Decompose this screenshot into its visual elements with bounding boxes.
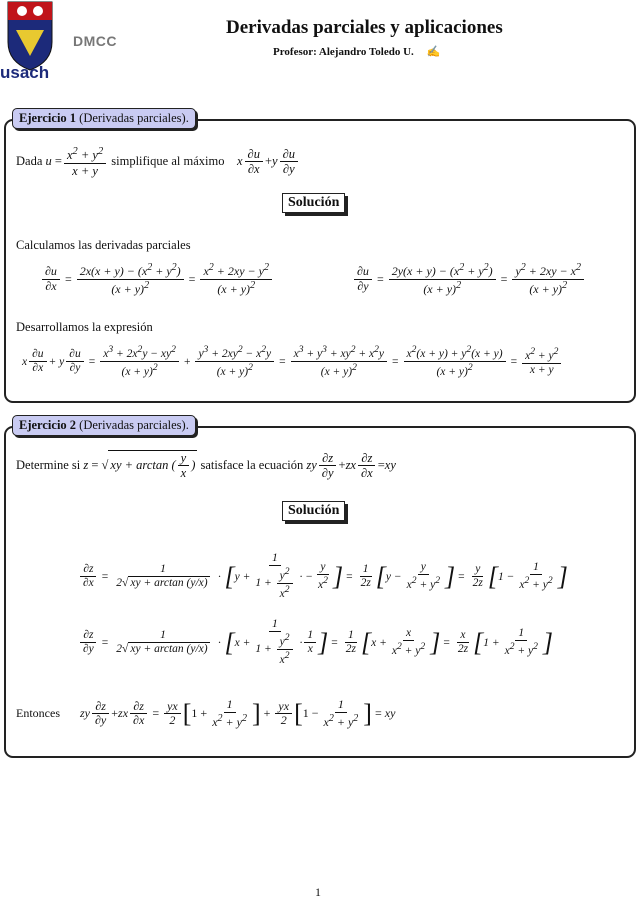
department-label: DMCC (73, 33, 117, 49)
expression-simplification: x $\frac{\partial u}{\partial x}$ + y $\frac{\partial u}{\partial y}$ = $\frac{x^3 + 2x^2y - xy^2}{(x + y)^2}$ + $\frac{y^3 + 2xy^2 - x^2y}{(x + y)^2}$ = $\frac{x^3 + y^3 + xy^2 + x^2y}{(x + y)^2}$ = $\frac{x^2(x + y) + y^2(x + y)}{(x + y)^2}$ = $\frac{x^2 + y^2}{x + y}$ (22, 344, 563, 379)
exercise-2-statement: Determine si z = √ xy + arctan ( $\frac{y}{x}$ ) satisface la ecuación zy $\frac{\partial z}{\partial y}$ + zx $\frac{\partial z}{\partial x}$ = xy (16, 450, 396, 481)
writing-hand-icon: ✍ (426, 46, 441, 58)
dz-dx-equation: $\frac{\partial z}{\partial x}$ = $\frac{1}{2√ xy + \arctan (y/x)}$ · [ y + 1 1 + $\frac{y^2}{x^2}$ · − $\frac{y}{x^2}$ ] = $\frac{1}{2z}$ [ y − $\frac{y}{x^2 + y^2}$ ] = $\frac{y}{2z}$ [ 1 − $\frac{1}{x^2 + y^2}$ ] (78, 552, 568, 601)
conclusion-equation: Entonces zy $\frac{\partial z}{\partial y}$ + zx $\frac{\partial z}{\partial x}$ = $\frac{yx}{2}$ [ 1 + $\frac{1}{x^2 + y^2}$ ] + $\frac{yx}{2}$ [ 1 − $\frac{1}{x^2 + y^2}$ ] = xy (16, 697, 396, 729)
exercise-1-statement: Dada u = $\frac{x^2 + y^2}{x + y}$ simplifique al máximo x $\frac{\partial u}{\partial x}$ + y $\frac{\partial u}{\partial y}$ (16, 146, 300, 178)
step-partial-derivatives: Calculamos las derivadas parciales (16, 238, 191, 252)
exercise-1-tag: Ejercicio 1 (Derivadas parciales). (12, 108, 196, 129)
du-dx-equation: $\frac{\partial u}{\partial x}$ = $\frac{2x(x + y) - (x^2 + y^2)}{(x + y)^2}$ = $\frac{x^2 + 2xy - y^2}{(x + y)^2}$ (40, 262, 274, 297)
du-dy-equation: $\frac{\partial u}{\partial y}$ = $\frac{2y(x + y) - (x^2 + y^2)}{(x + y)^2}$ = $\frac{y^2 + 2xy - x^2}{(x + y)^2}$ (352, 262, 586, 297)
page-number: 1 (315, 885, 321, 899)
solution-label-1: Solución (282, 193, 345, 213)
step-develop-expression: Desarrollamos la expresión (16, 320, 153, 334)
university-wordmark: usach (0, 63, 50, 82)
dz-dy-equation: $\frac{\partial z}{\partial y}$ = $\frac{1}{2√ xy + \arctan (y/x)}$ · [ x + 1 1 + $\frac{y^2}{x^2}$ · $\frac{1}{x}$ ] = $\frac{1}{2z}$ [ x + $\frac{x}{x^2 + y^2}$ ] = $\frac{x}{2z}$ [ 1 + $\frac{1}{x^2 + y^2}$ ] (78, 618, 553, 667)
exercise-2-tag: Ejercicio 2 (Derivadas parciales). (12, 415, 196, 436)
professor-line: Profesor: Alejandro Toledo U. ✍ (273, 46, 441, 58)
document-title: Derivadas parciales y aplicaciones (226, 17, 503, 38)
solution-label-2: Solución (282, 501, 345, 521)
